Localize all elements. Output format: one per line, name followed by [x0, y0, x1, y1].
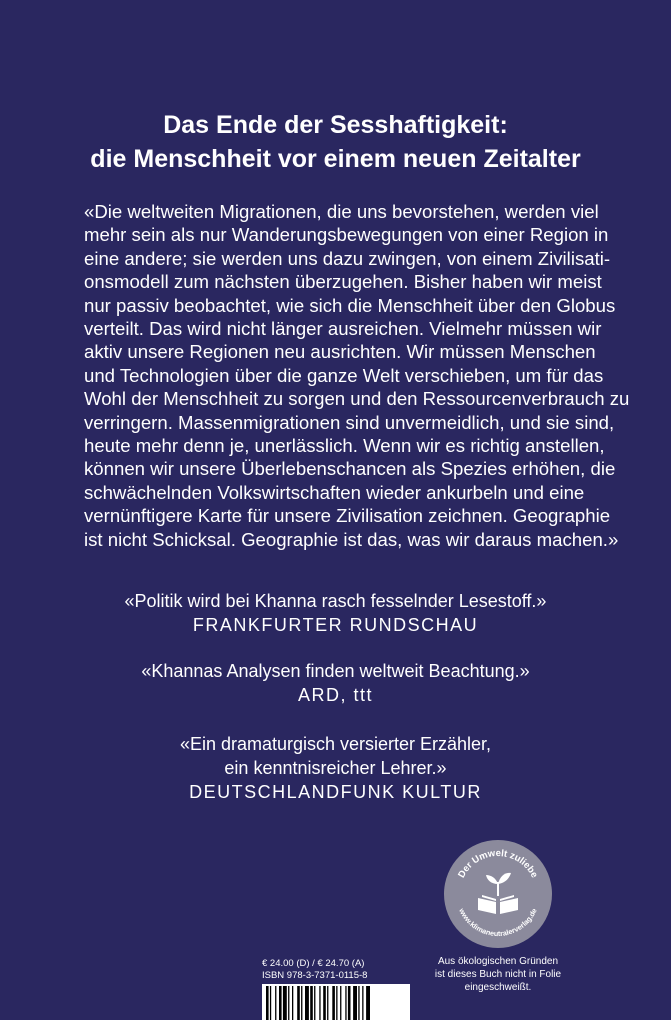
barcode-bar: [305, 986, 309, 1020]
open-book-plant-icon: [478, 873, 518, 914]
barcode-bar: [275, 986, 276, 1020]
eco-badge-graphic: [444, 840, 552, 948]
badge-bottom-text: www.klimaneutralerverlag.de: [457, 906, 539, 939]
barcode-bar: [358, 986, 359, 1020]
blurb-line: mehr sein als nur Wanderungsbewegungen von einer Region in: [84, 224, 609, 246]
barcode-bar: [362, 986, 363, 1020]
eco-note-line: eingeschweißt.: [464, 982, 532, 993]
review-text: «Ein dramaturgisch versierter Erzähler,: [179, 734, 492, 754]
eco-note-line: Aus ökologischen Gründen: [437, 956, 559, 967]
blurb-line: «Die weltweiten Migrationen, die uns bevorstehen, werden viel: [84, 201, 599, 222]
price-info: [262, 958, 367, 982]
barcode-bar: [301, 986, 302, 1020]
barcode-bar: [327, 986, 328, 1020]
barcode-bar: [319, 986, 320, 1020]
blurb-line: aktiv unsere Regionen neu ausrichten. Wir müssen Menschen: [84, 341, 596, 363]
barcode-bar: [288, 986, 289, 1020]
review-source: ARD, ttt: [297, 685, 373, 705]
blurb-line: vernünftigere Karte für unsere Zivilisation zeichnen. Geographie: [84, 505, 611, 527]
blurb-line: und Technologien über die ganze Welt verschieben, um für das: [84, 364, 604, 386]
barcode-graphic: [262, 984, 410, 1020]
barcode-bar: [348, 986, 351, 1020]
review-source: FRANKFURTER RUNDSCHAU: [192, 615, 479, 635]
isbn-text: ISBN 978-3-7371-0115-8: [262, 970, 368, 981]
blurb-line: verringern. Massenmigrationen sind unvermeidlich, und sie sind,: [84, 411, 615, 433]
barcode-bar: [266, 986, 269, 1020]
review-source: DEUTSCHLANDFUNK KULTUR: [189, 782, 482, 802]
barcode-bar: [279, 986, 282, 1020]
blurb-quote: [84, 200, 630, 551]
blurb-line: schwächelnden Volkswirtschaften wieder ankurbeln und eine: [84, 481, 585, 503]
blurb-line: nur passiv beobachtet, wie sich die Menschheit über den Globus: [84, 294, 616, 316]
review-text: «Khannas Analysen finden weltweit Beachtung.»: [141, 661, 530, 681]
headline-line-1: Das Ende der Sesshaftigkeit:: [163, 111, 508, 139]
barcode-bar: [297, 986, 300, 1020]
barcode-bar: [353, 986, 357, 1020]
blurb-line: onsmodell zum nächsten überzugehen. Bisher haben wir meist: [84, 271, 602, 293]
barcode-bar: [314, 986, 315, 1020]
eco-note: [420, 955, 576, 994]
review-quote-2: [0, 659, 671, 707]
blurb-line: eine andere; sie werden uns dazu zwingen, von einem Zivilisati-: [84, 247, 611, 269]
eco-note-line: ist dieses Buch nicht in Folie: [434, 969, 562, 980]
barcode-bar: [332, 986, 335, 1020]
blurb-line: verteilt. Das wird nicht länger ausreichen. Vielmehr müssen wir: [84, 318, 602, 340]
barcode-bar: [292, 986, 293, 1020]
review-quote-1: [0, 589, 671, 637]
review-text: «Politik wird bei Khanna rasch fesselnder Lesestoff.»: [124, 591, 547, 611]
blurb-line: können wir unsere Überlebenschancen als Spezies erhöhen, die: [84, 458, 616, 480]
price-text: € 24.00 (D) / € 24.70 (A): [262, 958, 365, 969]
barcode-bar: [283, 986, 287, 1020]
review-quote-3: [0, 732, 671, 804]
barcode-bar: [345, 986, 346, 1020]
barcode-bar: [323, 986, 326, 1020]
barcode-bar: [366, 986, 370, 1020]
barcode-bar: [270, 986, 271, 1020]
badge-top-text: Der Umwelt zuliebe: [456, 847, 540, 880]
review-text: ein kenntnisreicher Lehrer.»: [224, 758, 447, 778]
barcode: [262, 984, 410, 1020]
blurb-line: heute mehr denn je, unerlässlich. Wenn wir es richtig anstellen,: [84, 435, 605, 457]
blurb-line: Wohl der Menschheit zu sorgen und den Ressourcenverbrauch zu: [84, 388, 630, 410]
barcode-bar: [310, 986, 313, 1020]
barcode-bar: [336, 986, 337, 1020]
eco-badge: [444, 840, 552, 948]
blurb-line: ist nicht Schicksal. Geographie ist das, was wir daraus machen.»: [84, 528, 619, 550]
headline-line-2: die Menschheit vor einem neuen Zeitalter: [90, 145, 581, 173]
headline: [0, 108, 671, 176]
barcode-bar: [340, 986, 341, 1020]
